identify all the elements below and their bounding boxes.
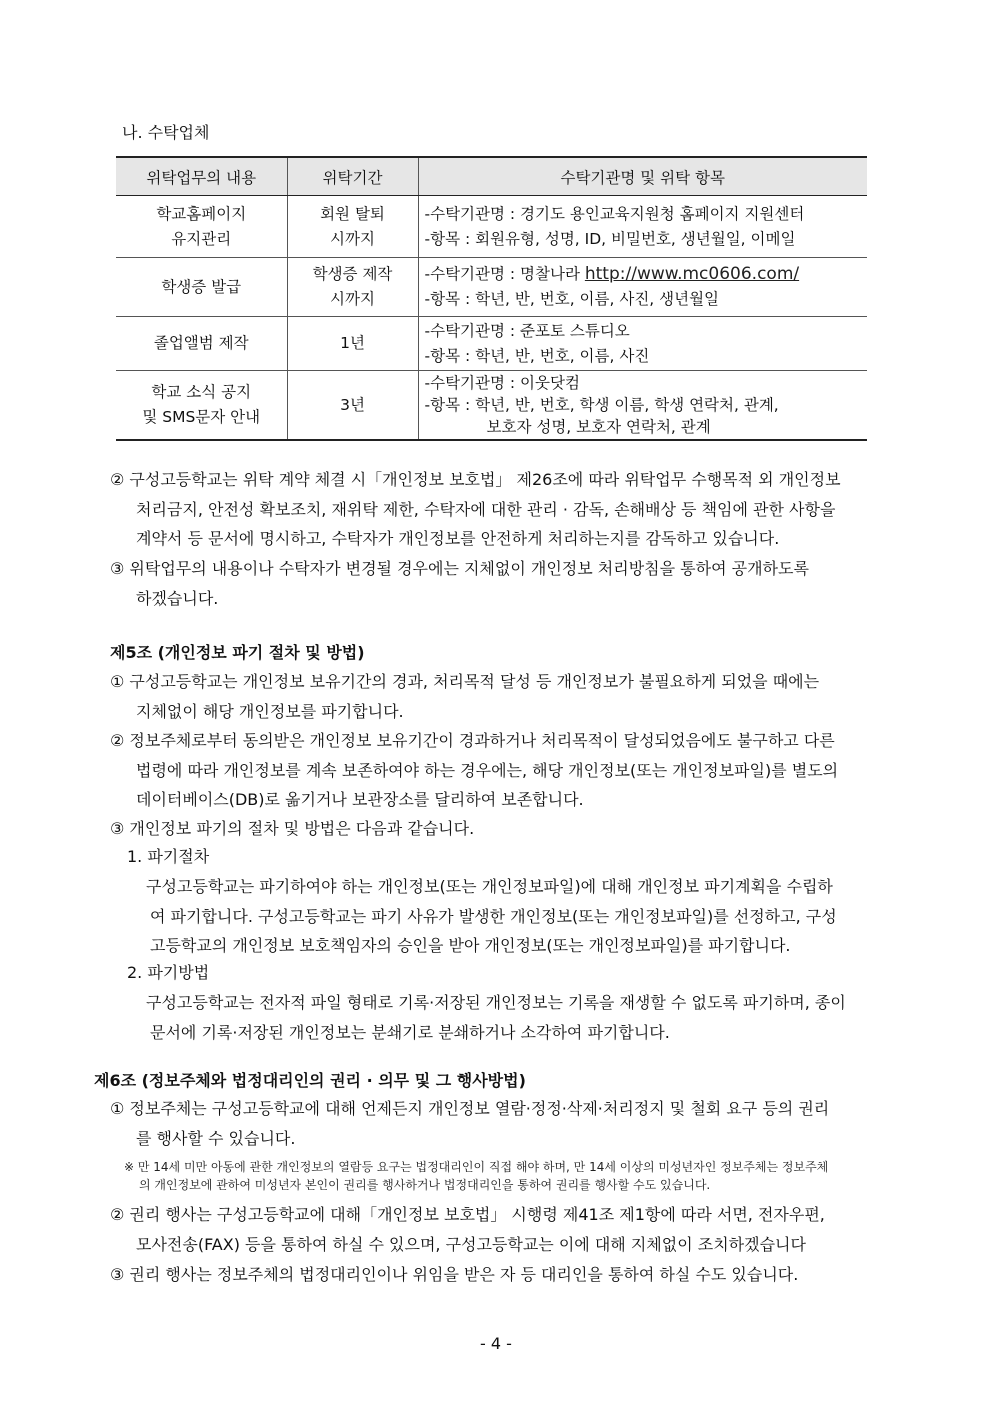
paragraph-line: ② 정보주체로부터 동의받은 개인정보 보유기간이 경과하거나 처리목적이 달성되었음에도 불구하고 다른 (110, 731, 835, 750)
paragraph-line: ③ 위탁업무의 내용이나 수탁자가 변경될 경우에는 지체없이 개인정보 처리방침을 통하여 공개하도록 (110, 559, 809, 578)
article-6-paragraph-1 (110, 1094, 898, 1153)
article-6-paragraph-3 (110, 1260, 898, 1290)
paragraph-line: 계약서 등 문서에 명시하고, 수탁자가 개인정보를 안전하게 처리하는지를 감독하고 있습니다. (136, 529, 780, 548)
task-line: 및 SMS문자 안내 (142, 408, 261, 426)
items-line-continued: 보호자 성명, 보호자 연락처, 관계 (486, 418, 711, 436)
period-cell (287, 371, 418, 441)
period-line: 학생증 제작 (312, 265, 393, 283)
table-row (116, 258, 867, 317)
paragraph-line: 여 파기합니다. 구성고등학교는 파기 사유가 발생한 개인정보(또는 개인정보파일)를 선정하고, 구성 (150, 906, 837, 926)
period-line: 3년 (340, 395, 365, 414)
items-line: -항목 : 학년, 반, 번호, 이름, 사진, 생년월일 (424, 290, 720, 308)
paragraph-line: 지체없이 해당 개인정보를 파기합니다. (136, 701, 404, 721)
section-subheading: 나. 수탁업체 (122, 123, 210, 142)
paragraph-line: 데이터베이스(DB)로 옮기거나 보관장소를 달리하여 보존합니다. (136, 790, 584, 809)
header-task: 위탁업무의 내용 (116, 157, 287, 196)
agency-line: -수탁기관명 : 경기도 용인교육지원청 홈페이지 지원센터 (424, 204, 805, 223)
items-line: -항목 : 학년, 반, 번호, 학생 이름, 학생 연락처, 관계, (424, 396, 779, 414)
items-line: -항목 : 학년, 반, 번호, 이름, 사진 (424, 346, 650, 365)
article-5-paragraph-1 (110, 667, 898, 726)
period-cell (287, 258, 418, 317)
items-cell (418, 258, 867, 317)
items-cell (418, 371, 867, 441)
agency-line: -수탁기관명 : 준포토 스튜디오 (424, 321, 630, 340)
destruction-procedure-title: 1. 파기절차 (127, 847, 210, 866)
items-cell (418, 196, 867, 258)
table-row (116, 317, 867, 371)
table-row (116, 371, 867, 441)
task-line: 학교홈페이지 (156, 204, 247, 223)
paragraph-line: ① 구성고등학교는 개인정보 보유기간의 경과, 처리목적 달성 등 개인정보가 불필요하게 되었을 때에는 (110, 672, 820, 691)
article-5-paragraph-3 (110, 814, 898, 844)
paragraph-line: ② 구성고등학교는 위탁 계약 체결 시「개인정보 보호법」 제26조에 따라 위탁업무 수행목적 외 개인정보 (110, 470, 841, 489)
article-6-paragraph-2 (110, 1200, 898, 1259)
paragraph-line: 를 행사할 수 있습니다. (136, 1128, 296, 1148)
paragraph-line: ③ 권리 행사는 정보주체의 법정대리인이나 위임을 받은 자 등 대리인을 통하여 하실 수도 있습니다. (110, 1265, 799, 1284)
items-cell (418, 317, 867, 371)
paragraph-line: 모사전송(FAX) 등을 통하여 하실 수 있으며, 구성고등학교는 이에 대해 지체없이 조치하겠습니다 (136, 1234, 806, 1254)
task-cell (116, 196, 287, 258)
paragraph-line: 하겠습니다. (136, 588, 219, 608)
task-line: 학생증 발급 (161, 277, 242, 296)
table-header-row (116, 157, 867, 196)
destruction-method-title: 2. 파기방법 (127, 963, 210, 982)
paragraph-line: 구성고등학교는 전자적 파일 형태로 기록·저장된 개인정보는 기록을 재생할 수 없도록 파기하며, 종이 (146, 993, 846, 1012)
task-cell (116, 371, 287, 441)
note-line: ※ 만 14세 미만 아동에 관한 개인정보의 열람등 요구는 법정대리인이 직접 해야 하며, 만 14세 이상의 미성년자인 정보주체는 정보주체 (124, 1160, 829, 1174)
period-line: 시까지 (330, 290, 375, 308)
page-number: - 4 - (480, 1334, 512, 1353)
agency-line: -수탁기관명 : 이웃닷컴 (424, 374, 580, 392)
period-line: 1년 (340, 334, 365, 352)
paragraph-line: 문서에 기록·저장된 개인정보는 분쇄기로 분쇄하거나 소각하여 파기합니다. (150, 1022, 670, 1042)
task-line: 유지관리 (171, 229, 232, 248)
minor-rights-note (124, 1158, 900, 1194)
destruction-procedure-text (146, 872, 898, 961)
table-row (116, 196, 867, 258)
agency-line (425, 262, 867, 287)
paragraph-line: 처리금지, 안전성 확보조치, 재위탁 제한, 수탁자에 대한 관리 · 감독, 손해배상 등 책임에 관한 사항을 (136, 499, 836, 519)
article-6-title: 제6조 (정보주체와 법정대리인의 권리 · 의무 및 그 행사방법) (94, 1071, 526, 1090)
paragraph-line: ③ 개인정보 파기의 절차 및 방법은 다음과 같습니다. (110, 819, 475, 838)
period-cell (287, 196, 418, 258)
article-5-title: 제5조 (개인정보 파기 절차 및 방법) (110, 643, 365, 662)
paragraph-line: 구성고등학교는 파기하여야 하는 개인정보(또는 개인정보파일)에 대해 개인정보 파기계획을 수립하 (146, 877, 833, 896)
paragraph-line: 법령에 따라 개인정보를 계속 보존하여야 하는 경우에는, 해당 개인정보(또는 개인정보파일)를 별도의 (136, 760, 839, 780)
paragraph-2 (110, 465, 898, 554)
destruction-method-text (146, 988, 898, 1047)
header-agency-items: 수탁기관명 및 위탁 항목 (418, 157, 867, 196)
period-line: 회원 탈퇴 (320, 204, 385, 223)
header-period: 위탁기간 (287, 157, 418, 196)
paragraph-line: 고등학교의 개인정보 보호책임자의 승인을 받아 개인정보(또는 개인정보파일)를 파기합니다. (150, 936, 791, 955)
paragraph-3 (110, 554, 898, 613)
note-line: 의 개인정보에 관하여 미성년자 본인이 권리를 행사하거나 법정대리인을 통하여 권리를 행사할 수도 있습니다. (139, 1178, 711, 1192)
paragraph-line: ② 권리 행사는 구성고등학교에 대해「개인정보 보호법」 시행령 제41조 제1항에 따라 서면, 전자우편, (110, 1205, 825, 1224)
period-line: 시까지 (330, 229, 375, 248)
task-cell (116, 258, 287, 317)
agency-label: -수탁기관명 : 명찰나라 (424, 265, 585, 283)
consignee-table (116, 156, 867, 441)
agency-website-link[interactable]: http://www.mc0606.com/ (584, 264, 800, 284)
article-5-paragraph-2 (110, 726, 898, 815)
task-line: 졸업앨범 제작 (153, 334, 249, 352)
items-line: -항목 : 회원유형, 성명, ID, 비밀번호, 생년월일, 이메일 (424, 229, 796, 248)
task-line: 학교 소식 공지 (151, 383, 252, 401)
paragraph-line: ① 정보주체는 구성고등학교에 대해 언제든지 개인정보 열람·정정·삭제·처리정지 및 철회 요구 등의 권리 (110, 1099, 830, 1118)
task-cell (116, 317, 287, 371)
period-cell (287, 317, 418, 371)
